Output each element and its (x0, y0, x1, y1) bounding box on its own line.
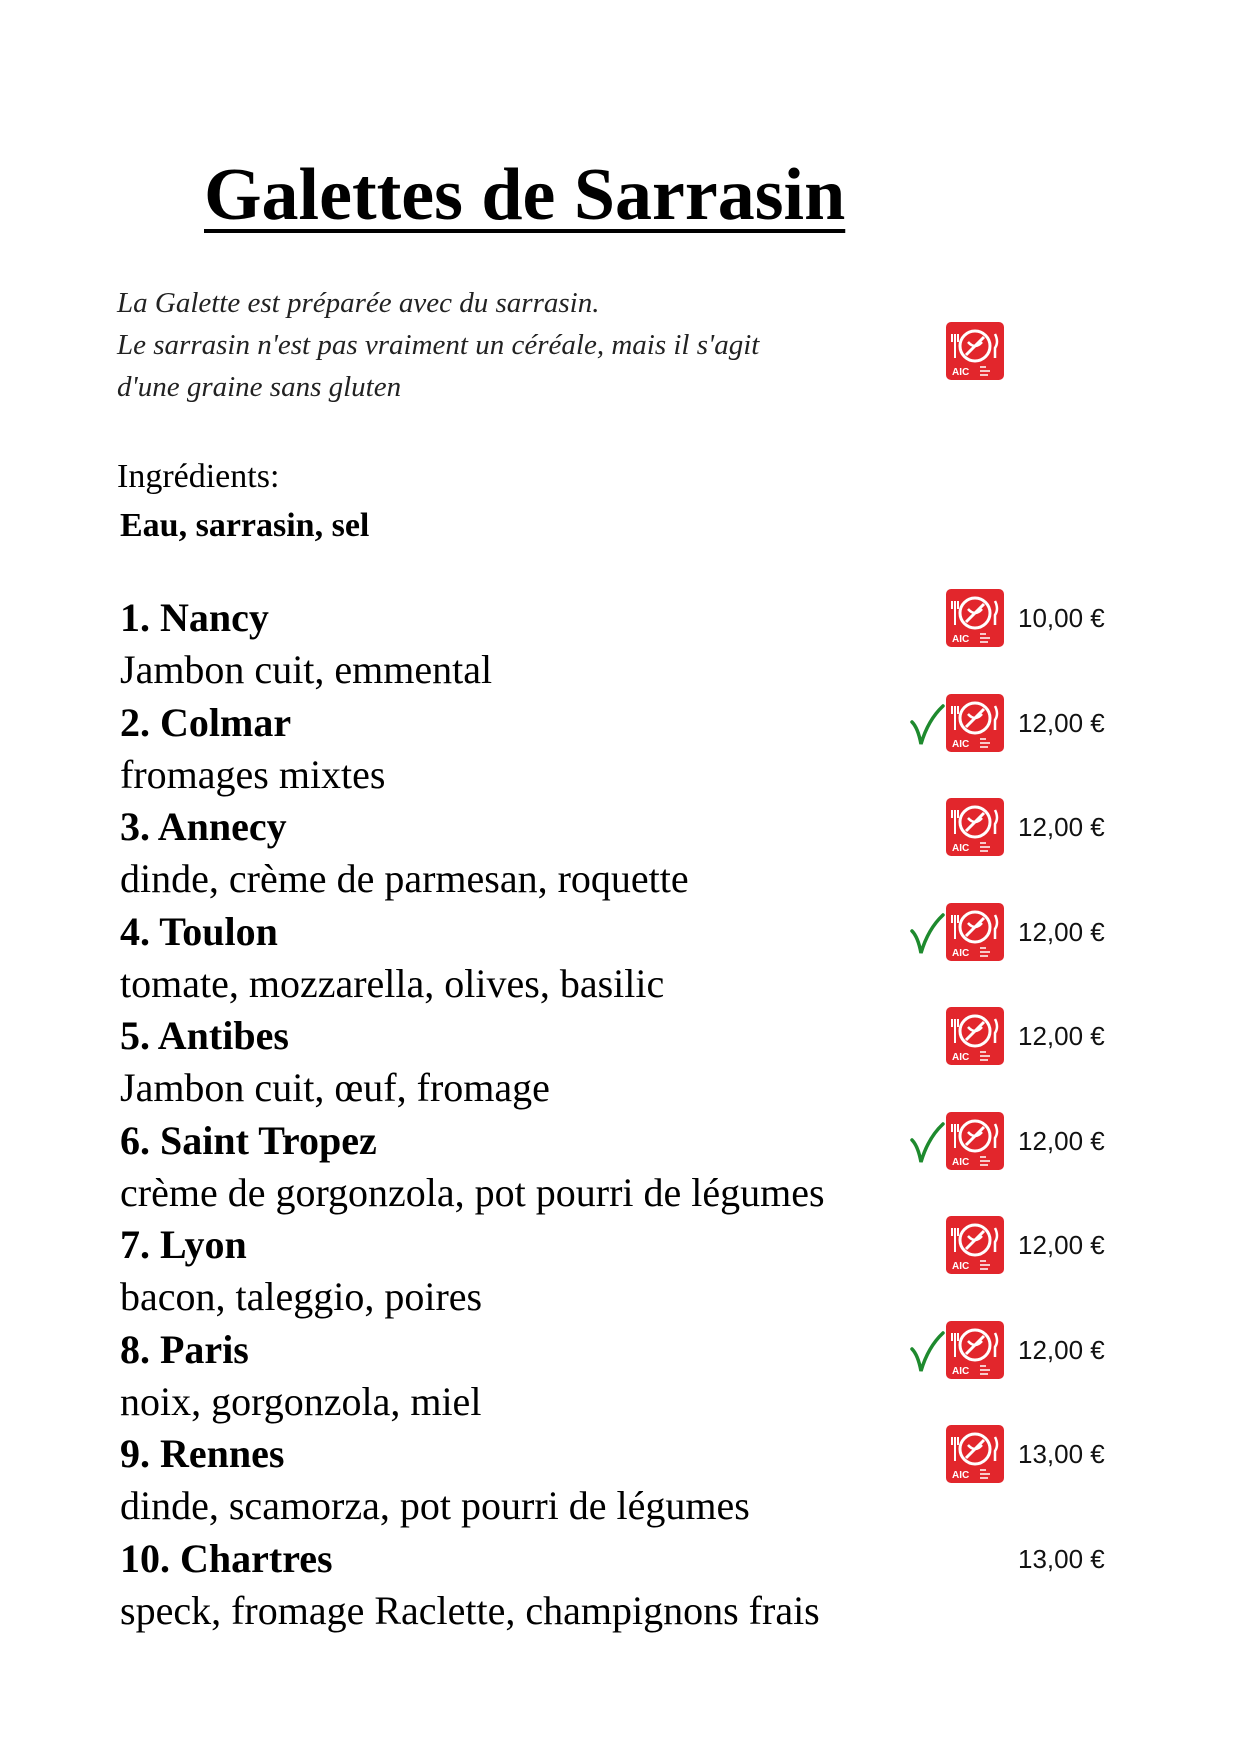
ingredients-label: Ingrédients: (117, 458, 280, 495)
menu-item-price: 12,00 € (1018, 1125, 1105, 1156)
aic-gluten-free-icon (946, 1425, 1004, 1483)
menu-item-description: dinde, crème de parmesan, roquette (120, 856, 689, 901)
menu-item (0, 1327, 1240, 1432)
svg-text:AIC: AIC (952, 843, 970, 854)
intro-line: La Galette est préparée avec du sarrasin. (117, 287, 600, 319)
aic-gluten-free-icon (946, 694, 1004, 752)
menu-item-price: 13,00 € (1018, 1543, 1105, 1574)
menu-item (0, 909, 1240, 1014)
aic-gluten-free-icon (946, 1112, 1004, 1170)
menu-item (0, 595, 1240, 700)
menu-item-description: tomate, mozzarella, olives, basilic (120, 960, 665, 1006)
menu-item (0, 1536, 1240, 1641)
svg-text:AIC: AIC (952, 738, 970, 750)
intro-line: Le sarrasin n'est pas vraiment un céréale, mais il s'agit (117, 329, 760, 361)
menu-item (0, 1118, 1240, 1223)
menu-item-price: 12,00 € (1018, 1334, 1105, 1365)
menu-item-description: Jambon cuit, emmental (120, 647, 493, 692)
menu-item (0, 700, 1240, 805)
menu-item-price: 12,00 € (1018, 1021, 1105, 1051)
menu-item (0, 804, 1240, 909)
menu-item-name: 10. Chartres (120, 1535, 333, 1581)
menu-item-price: 12,00 € (1018, 1230, 1105, 1260)
menu-item-name: 3. Annecy (120, 804, 287, 849)
menu-item-description: bacon, taleggio, poires (120, 1274, 483, 1319)
page-title: Galettes de Sarrasin (204, 154, 846, 236)
ingredients-list: Eau, sarrasin, sel (120, 507, 370, 544)
svg-text:AIC: AIC (952, 1261, 970, 1272)
aic-gluten-free-icon (946, 1216, 1004, 1274)
aic-gluten-free-icon (946, 798, 1004, 856)
menu-item-description: crème de gorgonzola, pot pourri de légumes (120, 1169, 825, 1215)
menu-item (0, 1013, 1240, 1118)
menu-item-name: 1. Nancy (120, 595, 269, 640)
aic-gluten-free-icon (946, 322, 1004, 380)
aic-gluten-free-icon (946, 1321, 1004, 1379)
menu-item-name: 9. Rennes (120, 1431, 285, 1476)
menu-item-name: 2. Colmar (120, 699, 292, 745)
menu-item-price: 10,00 € (1018, 603, 1105, 633)
menu-item-price: 13,00 € (1018, 1439, 1105, 1469)
svg-text:AIC: AIC (952, 1156, 970, 1168)
menu-item-name: 7. Lyon (120, 1222, 247, 1267)
vegetarian-check-icon (908, 911, 946, 957)
menu-item-name: 8. Paris (120, 1326, 249, 1372)
aic-gluten-free-icon (946, 1007, 1004, 1065)
menu-item-description: Jambon cuit, œuf, fromage (120, 1065, 550, 1110)
menu-item-description: noix, gorgonzola, miel (120, 1378, 482, 1424)
aic-gluten-free-icon (946, 903, 1004, 961)
aic-logo-text: AIC (952, 367, 970, 378)
intro-line: d'une graine sans gluten (117, 371, 402, 403)
svg-text:AIC: AIC (952, 1365, 970, 1377)
menu-item-description: dinde, scamorza, pot pourri de légumes (120, 1483, 750, 1528)
menu-item-name: 6. Saint Tropez (120, 1117, 377, 1163)
menu-item-price: 12,00 € (1018, 916, 1105, 947)
vegetarian-check-icon (908, 1120, 946, 1166)
svg-text:AIC: AIC (952, 634, 970, 645)
vegetarian-check-icon (908, 1329, 946, 1375)
galette-menu (0, 595, 1240, 1640)
menu-item-price: 12,00 € (1018, 812, 1105, 842)
aic-gluten-free-icon (946, 589, 1004, 647)
menu-item-name: 4. Toulon (120, 908, 278, 954)
vegetarian-check-icon (908, 702, 946, 748)
svg-text:AIC: AIC (952, 947, 970, 959)
menu-item-description: speck, fromage Raclette, champignons frais (120, 1587, 820, 1633)
menu-item (0, 1222, 1240, 1327)
menu-item-price: 12,00 € (1018, 707, 1105, 738)
svg-text:AIC: AIC (952, 1470, 970, 1481)
menu-item-name: 5. Antibes (120, 1013, 289, 1058)
svg-text:AIC: AIC (952, 1052, 970, 1063)
intro-text (117, 282, 759, 408)
menu-item-description: fromages mixtes (120, 751, 386, 797)
menu-item (0, 1431, 1240, 1536)
